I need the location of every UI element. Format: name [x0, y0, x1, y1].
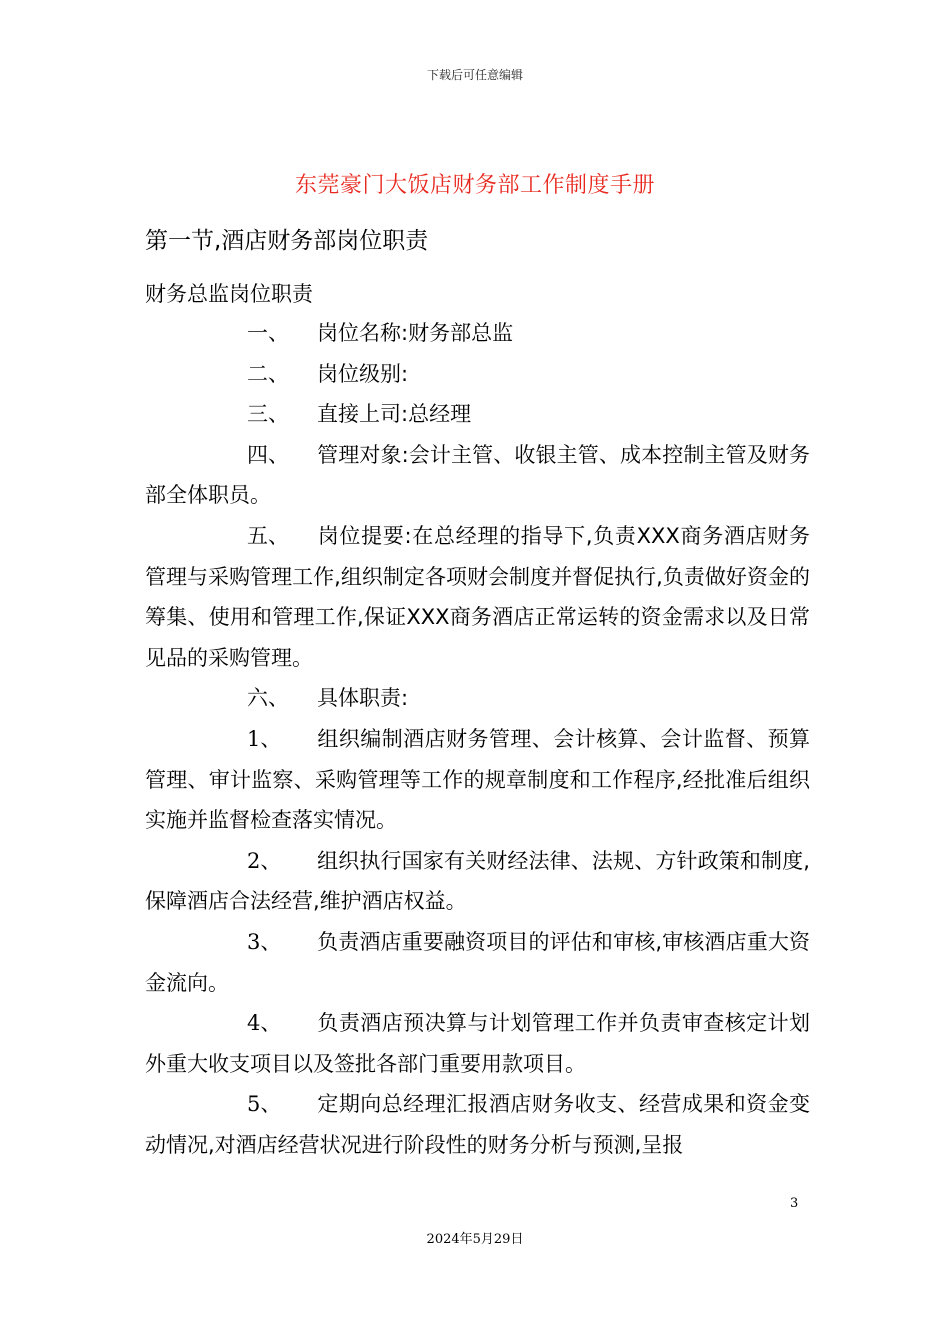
- item-text: 管理对象:会计主管、收银主管、成本控制主管及财务部全体职员。: [145, 442, 810, 508]
- list-item: [145, 719, 810, 841]
- item-number: 4、: [247, 1011, 282, 1036]
- item-text: 岗位名称:财务部总监: [317, 321, 514, 345]
- item-number: 五、: [247, 523, 289, 548]
- list-item: [145, 354, 810, 395]
- item-text: 负责酒店重要融资项目的评估和审核,审核酒店重大资金流向。: [145, 929, 810, 995]
- sub-heading: 财务总监岗位职责: [145, 282, 313, 306]
- item-number: 2、: [247, 848, 282, 873]
- item-text: 岗位级别:: [317, 361, 409, 386]
- document-body: [145, 313, 810, 1165]
- list-item: [145, 394, 810, 435]
- item-number: 3、: [247, 929, 282, 954]
- list-item: [145, 678, 810, 719]
- item-number: 1、: [247, 726, 282, 751]
- section-prefix: 第一节: [145, 228, 214, 254]
- item-text: 组织编制酒店财务管理、会计核算、会计监督、预算管理、审计监察、采购管理等工作的规章制度和工作程序,经批准后组织实施并监督检查落实情况。: [145, 726, 810, 833]
- list-item: [145, 516, 810, 678]
- item-text: 组织执行国家有关财经法律、法规、方针政策和制度,保障酒店合法经营,维护酒店权益。: [145, 848, 810, 914]
- item-text: 负责酒店预决算与计划管理工作并负责审查核定计划外重大收支项目以及签批各部门重要用款项目。: [145, 1011, 810, 1076]
- list-item: [145, 313, 810, 354]
- section-title: ,酒店财务部岗位职责: [214, 228, 429, 254]
- header-note: 下载后可任意编辑: [426, 68, 523, 82]
- list-item: [145, 1003, 810, 1084]
- page-number: 3: [790, 1196, 799, 1211]
- footer-date: 2024年5月29日: [426, 1232, 524, 1247]
- item-number: 二、: [247, 361, 289, 386]
- list-item: [145, 841, 810, 922]
- item-text: 具体职责:: [317, 686, 409, 711]
- section-heading: [145, 222, 428, 255]
- document-title: 东莞豪门大饭店财务部工作制度手册: [294, 173, 655, 198]
- item-text: 岗位提要:在总经理的指导下,负责XXX商务酒店财务管理与采购管理工作,组织制定各项财会制度并督促执行,负责做好资金的筹集、使用和管理工作,保证XXX商务酒店正常运转的资金需求以及日常见品的采购管理。: [145, 523, 810, 670]
- item-number: 六、: [247, 686, 289, 711]
- list-item: [145, 1084, 810, 1165]
- item-text: 直接上司:总经理: [317, 402, 472, 427]
- list-item: [145, 435, 810, 516]
- item-text: 定期向总经理汇报酒店财务收支、经营成果和资金变动情况,对酒店经营状况进行阶段性的财务分析与预测,呈报: [145, 1092, 810, 1157]
- list-item: [145, 922, 810, 1003]
- item-number: 三、: [247, 402, 289, 427]
- item-number: 5、: [247, 1092, 282, 1117]
- item-number: 一、: [247, 321, 289, 345]
- item-number: 四、: [247, 442, 289, 467]
